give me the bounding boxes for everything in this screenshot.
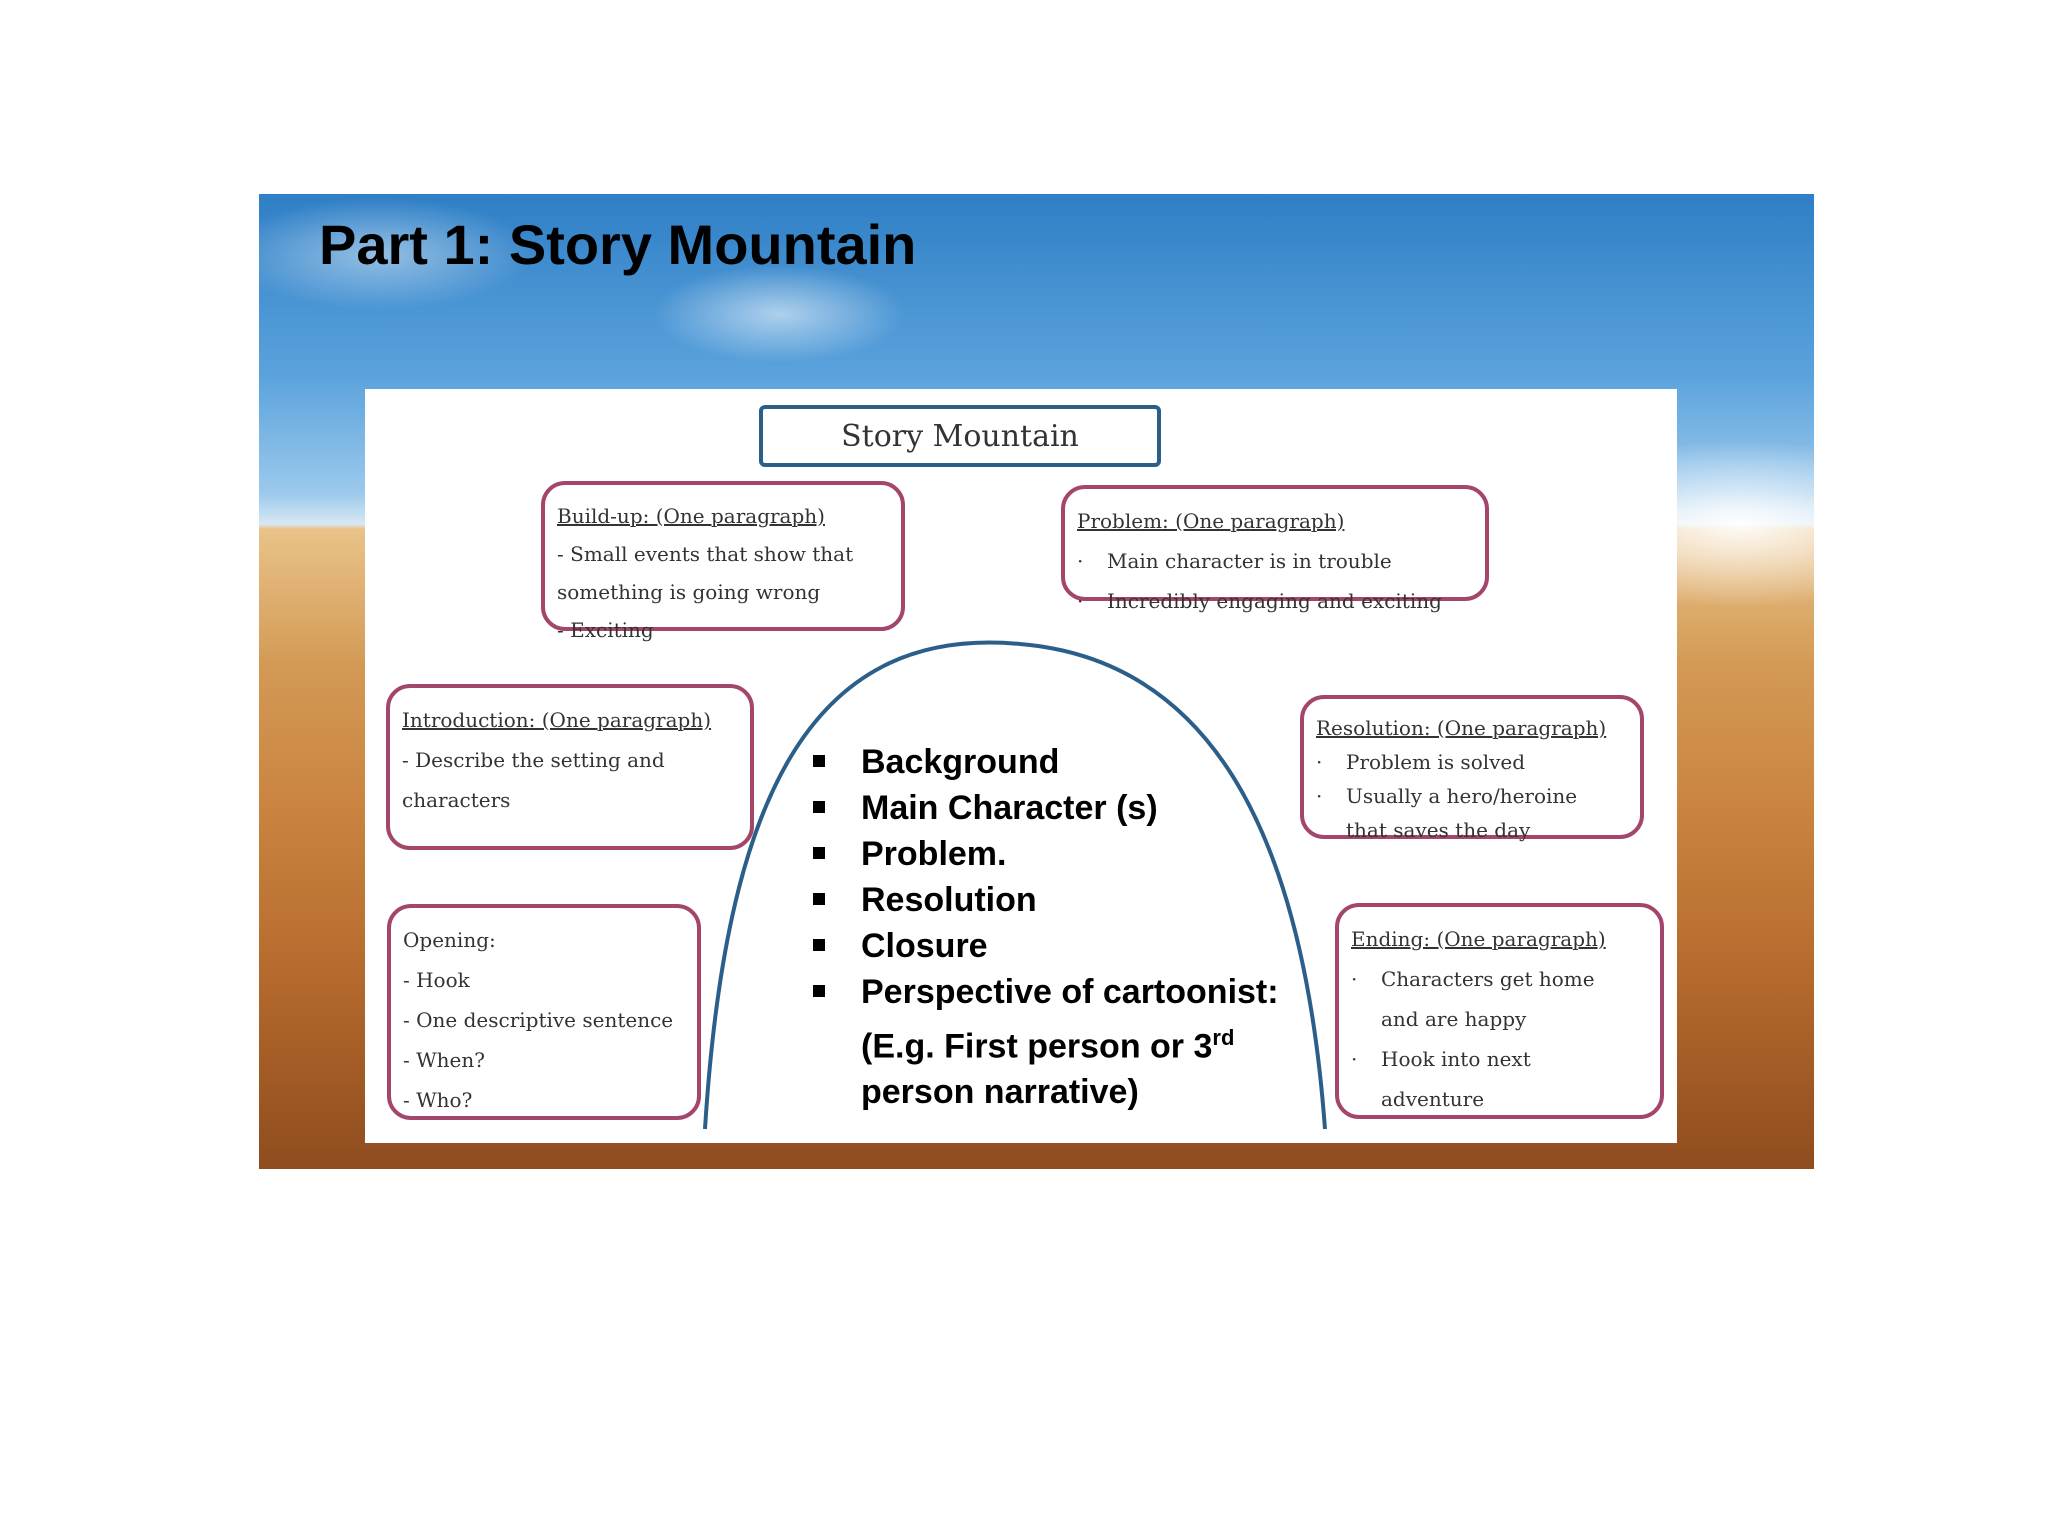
key-point bbox=[813, 877, 1279, 923]
problem-heading: Problem: (One paragraph) bbox=[1077, 509, 1345, 533]
key-point-text: Problem. bbox=[861, 835, 1007, 873]
key-point-text: Background bbox=[861, 743, 1060, 781]
resolution-heading: Resolution: (One paragraph) bbox=[1316, 716, 1607, 740]
bullet-dot-icon: · bbox=[1351, 967, 1358, 991]
story-mountain-diagram bbox=[365, 389, 1677, 1143]
key-point-text: Resolution bbox=[861, 881, 1037, 919]
square-bullet-icon bbox=[813, 801, 825, 813]
introduction-card bbox=[386, 684, 754, 850]
key-point-continuation bbox=[813, 1015, 1279, 1069]
square-bullet-icon bbox=[813, 939, 825, 951]
key-point bbox=[813, 923, 1279, 969]
square-bullet-icon bbox=[813, 893, 825, 905]
bullet-dot-icon: · bbox=[1316, 784, 1323, 808]
bullet-dot-icon: · bbox=[1077, 589, 1084, 613]
key-point-text: Main Character (s) bbox=[861, 789, 1158, 827]
bullet-dot-icon: · bbox=[1351, 1047, 1358, 1071]
slide bbox=[259, 194, 1814, 1169]
ending-heading: Ending: (One paragraph) bbox=[1351, 927, 1606, 951]
buildup-card bbox=[541, 481, 905, 642]
resolution-item: Problem is solved bbox=[1346, 750, 1526, 774]
buildup-heading: Build-up: (One paragraph) bbox=[557, 504, 825, 528]
ending-item-cont: and are happy bbox=[1381, 1007, 1527, 1031]
opening-line: - Hook bbox=[403, 968, 470, 992]
resolution-item-cont: that saves the day bbox=[1346, 818, 1531, 842]
ending-item: Characters get home bbox=[1381, 967, 1595, 991]
diagram-title: Story Mountain bbox=[759, 405, 1161, 467]
opening-card bbox=[387, 904, 701, 1120]
key-point-text: (E.g. First person or 3 bbox=[861, 1027, 1213, 1066]
buildup-line: something is going wrong bbox=[557, 580, 821, 604]
ending-item-cont: adventure bbox=[1381, 1087, 1485, 1111]
key-point-continuation: person narrative) bbox=[861, 1073, 1139, 1112]
opening-heading: Opening: bbox=[403, 928, 496, 952]
problem-card bbox=[1061, 485, 1489, 613]
square-bullet-icon bbox=[813, 985, 825, 997]
problem-item: Main character is in trouble bbox=[1107, 549, 1392, 573]
resolution-item: Usually a hero/heroine bbox=[1346, 784, 1578, 808]
bullet-dot-icon: · bbox=[1077, 549, 1084, 573]
key-point bbox=[813, 785, 1279, 831]
key-points-list bbox=[813, 739, 1279, 1115]
buildup-line: - Exciting bbox=[557, 618, 654, 642]
ending-card bbox=[1335, 903, 1664, 1119]
bullet-dot-icon: · bbox=[1316, 750, 1323, 774]
key-point bbox=[813, 831, 1279, 877]
key-point bbox=[813, 969, 1279, 1015]
key-point bbox=[813, 739, 1279, 785]
key-point-text: Perspective of cartoonist: bbox=[861, 973, 1279, 1011]
opening-line: - Who? bbox=[403, 1088, 473, 1112]
key-point-text: Closure bbox=[861, 927, 988, 965]
opening-line: - When? bbox=[403, 1048, 485, 1072]
introduction-line: characters bbox=[402, 788, 511, 812]
ordinal-suffix: rd bbox=[1212, 1025, 1235, 1050]
introduction-heading: Introduction: (One paragraph) bbox=[402, 708, 712, 732]
problem-item: Incredibly engaging and exciting bbox=[1107, 589, 1442, 613]
ending-item: Hook into next bbox=[1381, 1047, 1531, 1071]
slide-title: Part 1: Story Mountain bbox=[319, 213, 917, 276]
square-bullet-icon bbox=[813, 755, 825, 767]
resolution-card bbox=[1300, 695, 1644, 842]
buildup-line: - Small events that show that bbox=[557, 542, 854, 566]
opening-line: - One descriptive sentence bbox=[403, 1008, 674, 1032]
introduction-line: - Describe the setting and bbox=[402, 748, 665, 772]
square-bullet-icon bbox=[813, 847, 825, 859]
